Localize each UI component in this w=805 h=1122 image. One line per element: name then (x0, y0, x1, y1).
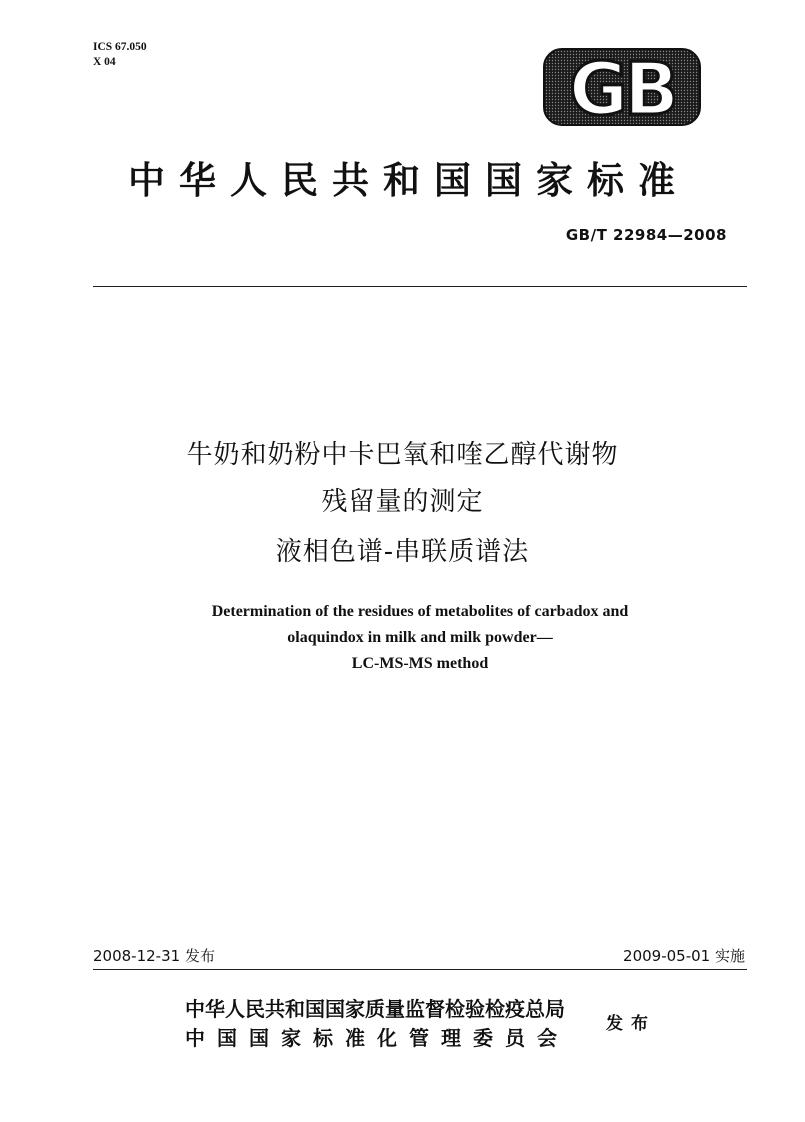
publish-label: 发布 (606, 1014, 656, 1034)
issue-date: 2008-12-31 发布 (93, 947, 215, 965)
header-divider (93, 286, 747, 287)
logo-lettering: GB (569, 47, 675, 127)
classification-codes (93, 40, 147, 70)
gb-logo (542, 47, 702, 127)
implementation-date: 2009-05-01 实施 (623, 947, 745, 965)
english-title-line-3: LC-MS-MS method (351, 655, 489, 672)
english-title-line-2: olaquindox in milk and milk powder— (287, 629, 553, 646)
publisher-aqsiq: 中华人民共和国国家质量监督检验检疫总局 (185, 997, 565, 1021)
chinese-title-line-1: 牛奶和奶粉中卡巴氧和喹乙醇代谢物 (186, 440, 619, 470)
standard-title: 中华人民共和国国家标准 (128, 158, 689, 202)
ccs-code: X 04 (93, 56, 116, 68)
footer-divider (93, 969, 747, 970)
chinese-title-line-3: 液相色谱-串联质谱法 (275, 537, 530, 567)
standard-number: GB/T 22984—2008 (565, 226, 727, 244)
publisher-sac: 中国国家标准化管理委员会 (185, 1026, 569, 1050)
ics-code: ICS 67.050 (93, 41, 147, 53)
chinese-title-line-2: 残留量的测定 (321, 487, 484, 517)
english-title-line-1: Determination of the residues of metabolites of carbadox and (211, 603, 629, 620)
